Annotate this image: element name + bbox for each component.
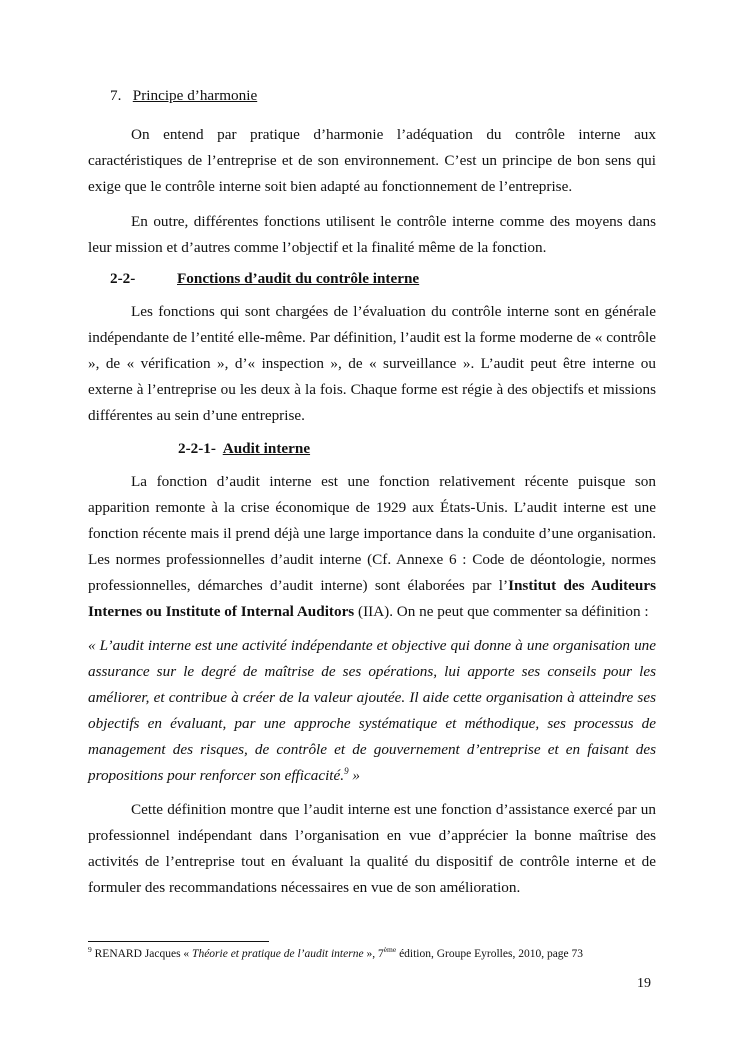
footnote-separator bbox=[88, 941, 269, 942]
document-page bbox=[88, 86, 656, 901]
section-2-2-1-number: 2-2-1- bbox=[178, 440, 216, 457]
section-2-2-number: 2-2- bbox=[110, 270, 136, 287]
iia-definition-quote bbox=[88, 633, 656, 789]
section-7-number: 7. bbox=[110, 87, 122, 104]
quote-close: » bbox=[348, 767, 360, 784]
page-number: 19 bbox=[637, 976, 651, 991]
section-2-2-1-paragraph-2: Cette définition montre que l’audit interne est une fonction d’assistance exercé par un professionnel indépendant dans l’organisation en vue d’apprécier la bonne maîtrise des activités de l’entreprise tout en évaluant la qualité du dispositif de contrôle interne et de formuler des recommandations nécessaires en vue de son amélioration. bbox=[88, 801, 656, 896]
section-7-title: Principe d’harmonie bbox=[132, 87, 258, 104]
footnote-author: RENARD Jacques « bbox=[91, 948, 193, 960]
footnote-rest: édition, Groupe Eyrolles, 2010, page 73 bbox=[396, 948, 584, 960]
paragraph-text-end: (IIA). On ne peut que commenter sa définition : bbox=[354, 603, 649, 620]
footnote-edition-sup: ème bbox=[383, 945, 397, 955]
iia-name: Institut des Auditeurs Internes ou Institute of Internal Auditors bbox=[88, 577, 656, 620]
section-7-heading bbox=[110, 86, 656, 106]
section-2-2-1-heading bbox=[178, 439, 656, 459]
section-2-2-1-paragraph-1 bbox=[88, 469, 656, 625]
section-7-paragraph-2: En outre, différentes fonctions utilisent le contrôle interne comme des moyens dans leur mission et d’autres comme l’objectif et la finalité même de la fonction. bbox=[88, 213, 656, 256]
footnote-reference[interactable]: 9 bbox=[344, 765, 349, 776]
section-2-2-heading bbox=[110, 269, 656, 289]
section-2-2-1-title: Audit interne bbox=[222, 440, 311, 457]
footnote-after-title: », 7 bbox=[363, 948, 384, 960]
section-2-2-paragraph: Les fonctions qui sont chargées de l’évaluation du contrôle interne sont en générale indépendante de l’entité elle-même. Par définition, l’audit est la forme moderne de « contrôle », de « vérification », d’« inspection », de « surveillance ». L’audit peut être interne ou externe à l’entreprise ou les deux à la fois. Chaque forme est régie à des objectifs et missions différentes au sein d’une entreprise. bbox=[88, 303, 656, 424]
quote-text: « L’audit interne est une activité indépendante et objective qui donne à une organisation une assurance sur le degré de maîtrise de ses opérations, lui apporte ses conseils pour les améliorer, et contribue à créer de la valeur ajoutée. Il aide cette organisation à atteindre ses objectifs en évaluant, par une approche systématique et méthodique, ses processus de management des risques, de contrôle et de gouvernement d’entreprise et en faisant des propositions pour renforcer son efficacité. bbox=[88, 637, 656, 784]
footnote bbox=[88, 946, 668, 962]
section-7-paragraph-1: On entend par pratique d’harmonie l’adéquation du contrôle interne aux caractéristiques de l’entreprise et de son environnement. C’est un principe de bon sens qui exige que le contrôle interne soit bien adapté au fonctionnement de l’entreprise. bbox=[88, 126, 656, 195]
footnote-number: 9 bbox=[88, 945, 92, 955]
footnote-book-title: Théorie et pratique de l’audit interne bbox=[192, 948, 364, 960]
section-2-2-title: Fonctions d’audit du contrôle interne bbox=[177, 270, 420, 287]
paragraph-text-start: La fonction d’audit interne est une fonction relativement récente puisque son apparition remonte à la crise économique de 1929 aux États-Unis. L’audit interne est une fonction récente mais il prend déjà une large importance dans la conduite d’une organisation. Les normes professionnelles d’audit interne (Cf. Annexe 6 : Code de déontologie, normes professionnelles, démarches d’audit interne) sont élaborées par l’ bbox=[88, 473, 656, 594]
